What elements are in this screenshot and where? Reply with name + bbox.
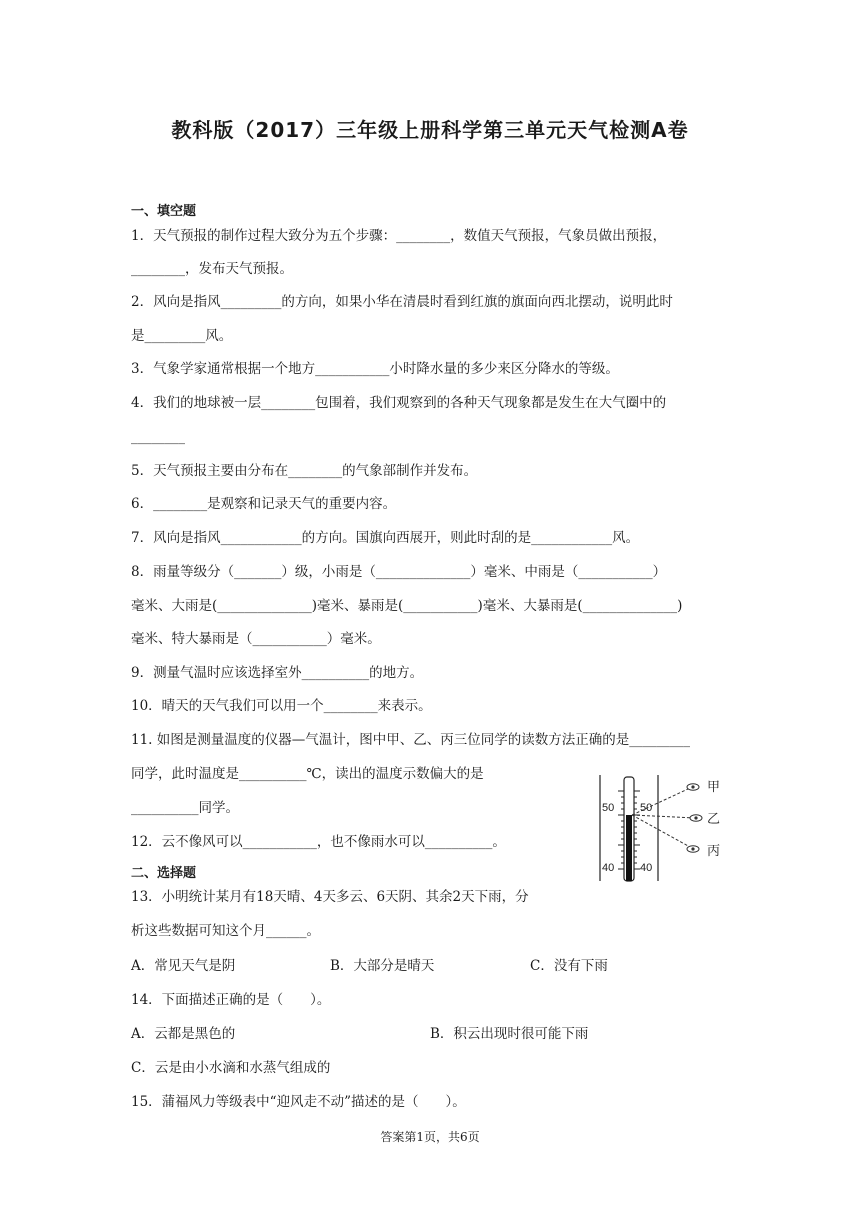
question-line: 8．雨量等级分（_______）级，小雨是（______________）毫米、中雨是（___________） [131,564,667,580]
question-line: __________同学。 [131,800,239,816]
observer-label: 丙 [707,844,721,859]
question-line: 9．测量气温时应该选择室外__________的地方。 [131,665,424,681]
question-line: 同学，此时温度是__________℃，读出的温度示数偏大的是 [131,766,484,782]
question-line: 13．小明统计某月有18天晴、4天多云、6天阴、其余2天下雨，分 [131,889,529,905]
option-a: A．常见天气是阴 [131,958,236,974]
question-line: 毫米、特大暴雨是（___________）毫米。 [131,631,381,647]
question-line: 4．我们的地球被一层________包围着，我们观察到的各种天气现象都是发生在大气圈中的 [131,395,667,411]
page-footer: 答案第1页，共6页 [380,1130,480,1144]
question-line: 1．天气预报的制作过程大致分为五个步骤：________，数值天气预报，气象员做出预报， [131,228,667,244]
question-line: 14．下面描述正确的是（ ）。 [131,992,331,1008]
section-heading-choice: 二、选择题 [131,866,197,881]
question-line: 10．晴天的天气我们可以用一个________来表示。 [131,698,432,714]
observer-label: 乙 [707,812,721,827]
option-b: B．大部分是晴天 [330,958,435,974]
question-line: 是_________风。 [131,328,233,344]
option-a: A．云都是黑色的 [131,1026,236,1042]
question-line: 11. 如图是测量温度的仪器—气温计，图中甲、乙、丙三位同学的读数方法正确的是_________ [131,732,691,748]
question-line: 15．蒲福风力等级表中“迎风走不动”描述的是（ ）。 [131,1094,466,1110]
question-line: 7．风向是指风____________的方向。国旗向西展开，则此时刮的是____________风。 [131,530,640,546]
option-b: B．积云出现时很可能下雨 [430,1026,589,1042]
question-line: 5．天气预报主要由分布在________的气象部制作并发布。 [131,463,478,479]
question-line: ________，发布天气预报。 [131,261,293,277]
option-c: C．没有下雨 [530,958,608,974]
question-line: 3．气象学家通常根据一个地方___________小时降水量的多少来区分降水的等级。 [131,361,619,377]
question-line: 毫米、大雨是(______________)毫米、暴雨是(___________)毫米、大暴雨是(______________) [131,598,683,614]
scale-label: 50 [602,802,615,814]
scale-label: 40 [602,862,615,874]
option-c: C．云是由小水滴和水蒸气组成的 [131,1060,331,1076]
scale-label: 50 [640,802,653,814]
question-line: 析这些数据可知这个月______。 [131,923,320,939]
question-line: ________ [131,429,185,445]
observer-label: 甲 [707,780,721,795]
question-line: 2．风向是指风_________的方向，如果小华在清晨时看到红旗的旗面向西北摆动，说明此时 [131,294,673,310]
scale-label: 40 [640,862,653,874]
thermometer-figure [592,771,732,885]
question-line: 12．云不像风可以___________，也不像雨水可以__________。 [131,834,506,850]
page-title: 教科版（2017）三年级上册科学第三单元天气检测A卷 [171,118,689,142]
question-line: 6．________是观察和记录天气的重要内容。 [131,496,397,512]
section-heading-fill: 一、填空题 [131,204,197,219]
